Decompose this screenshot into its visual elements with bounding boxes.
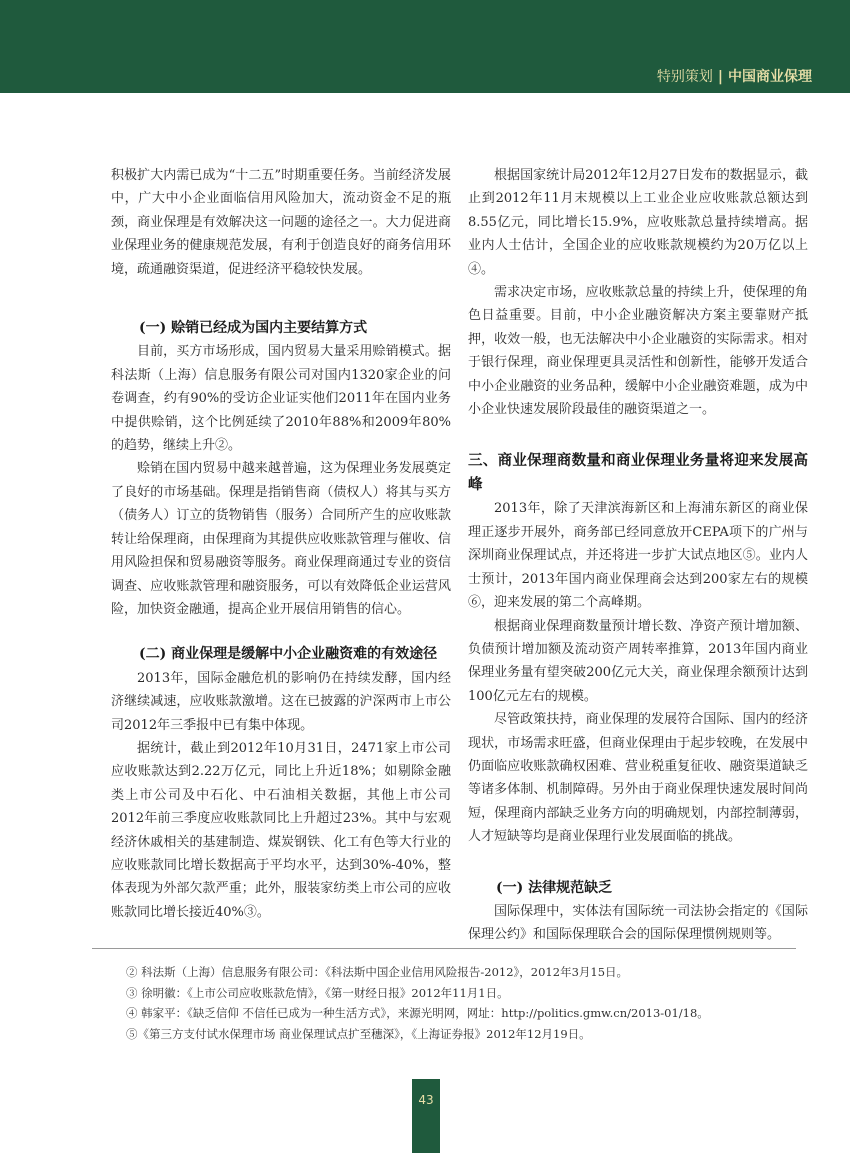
paragraph: 赊销在国内贸易中越来越普遍，这为保理业务发展奠定了良好的市场基础。保理是指销售商（债权人）将其与买方（债务人）订立的货物销售（服务）合同所产生的应收账款转让给保理商，由保理商为其提供应收账款管理与催收、信用风险担保和贸易融资等服务。商业保理商通过专业的资信调查、应收账款管理和融资服务，可以有效降低企业运营风险，加快资金融通，提高企业开展信用销售的信心。 bbox=[111, 461, 451, 617]
paragraph: 尽管政策扶持，商业保理的发展符合国际、国内的经济现状，市场需求旺盛，但商业保理由于起步较晚，在发展中仍面临应收账款确权困难、营业税重复征收、融资渠道缺乏等诸多体制、机制障碍。另外由于商业保理快速发展时间尚短，保理商内部缺乏业务方向的明确规划，内部控制薄弱，人才短缺等均是商业保理行业发展面临的挑战。 bbox=[468, 712, 808, 845]
page-number: 43 bbox=[412, 1079, 440, 1153]
paragraph: 2013年，除了天津滨海新区和上海浦东新区的商业保理正逐步开展外，商务部已经同意放开CEPA项下的广州与深圳商业保理试点，并还将进一步扩大试点地区⑤。业内人士预计，2013年国内商业保理商会达到200家左右的规模⑥，迎来发展的第二个高峰期。 bbox=[468, 501, 808, 611]
paragraph: 国际保理中，实体法有国际统一司法协会指定的《国际保理公约》和国际保理联合会的国际保理惯例规则等。 bbox=[468, 903, 808, 943]
paragraph: 根据国家统计局2012年12月27日发布的数据显示，截止到2012年11月末规模以上工业企业应收账款总额达到8.55亿元，同比增长15.9%，应收账款总量持续增高。据业内人士估计，全国企业的应收账款规模约为20万亿以上④。 bbox=[468, 168, 808, 277]
right-column bbox=[468, 164, 808, 947]
section-heading: (二) 商业保理是缓解中小企业融资难的有效途径 bbox=[139, 646, 438, 663]
paragraph: 据统计，截止到2012年10月31日，2471家上市公司应收账款达到2.22万亿元，同比上升近18%；如剔除金融类上市公司及中石化、中石油相关数据，其他上市公司2012年前三季度应收账款同比上升超过23%。其中与宏观经济休戚相关的基建制造、煤炭钢铁、化工有色等大行业的应收账款同比增长数据高于平均水平，达到30%-40%，整体表现为外部欠款严重；此外，服装家纺类上市公司的应收账款同比增长接近40%③。 bbox=[111, 740, 451, 920]
paragraph: 积极扩大内需已成为“十二五”时期重要任务。当前经济发展中，广大中小企业面临信用风险加大，流动资金不足的瓶颈，商业保理是有效解决这一问题的途径之一。大力促进商业保理业务的健康规范发展，有利于创造良好的商务信用环境，疏通融资渠道，促进经济平稳较快发展。 bbox=[111, 168, 451, 277]
footnote: ② 科法斯（上海）信息服务有限公司：《科法斯中国企业信用风险报告-2012》，2012年3月15日。 bbox=[126, 965, 629, 979]
section-heading: (一) 赊销已经成为国内主要结算方式 bbox=[139, 320, 368, 337]
header-topic: 中国商业保理 bbox=[728, 69, 812, 85]
paragraph: 2013年，国际金融危机的影响仍在持续发酵，国内经济继续减速，应收账款激增。这在已披露的沪深两市上市公司2012年三季报中已有集中体现。 bbox=[111, 670, 451, 733]
header-section: 特别策划 bbox=[656, 69, 713, 85]
paragraph: 目前，买方市场形成，国内贸易大量采用赊销模式。据科法斯（上海）信息服务有限公司对国内1320家企业的问卷调查，约有90%的受访企业证实他们2011年在国内业务中提供赊销，这个比例延续了2010年88%和2009年80%的趋势，继续上升②。 bbox=[111, 344, 451, 454]
paragraph: 根据商业保理商数量预计增长数、净资产预计增加额、负债预计增加额及流动资产周转率推算，2013年国内商业保理业务量有望突破200亿元大关，商业保理余额预计达到100亿元左右的规模。 bbox=[468, 618, 808, 704]
footnotes bbox=[126, 962, 786, 1044]
header-band bbox=[0, 0, 850, 93]
section-heading: (一) 法律规范缺乏 bbox=[496, 879, 613, 896]
footnote-divider bbox=[92, 948, 796, 949]
running-header bbox=[657, 66, 812, 86]
footnote: ⑤《第三方支付试水保理市场 商业保理试点扩至穗深》，《上海证券报》2012年12月19日。 bbox=[126, 1026, 591, 1041]
footnote: ④ 韩家平：《缺乏信仰 不信任已成为一种生活方式》，来源光明网，网址：http://politics.gmw.cn/2013-01/18。 bbox=[126, 1006, 709, 1020]
chapter-heading: 三、商业保理商数量和商业保理业务量将迎来发展高峰 bbox=[468, 452, 808, 494]
footnote: ③ 徐明徽：《上市公司应收账款危情》，《第一财经日报》2012年11月1日。 bbox=[126, 985, 509, 1000]
paragraph: 需求决定市场，应收账款总量的持续上升，使保理的角色日益重要。目前，中小企业融资解决方案主要靠财产抵押，收效一般，也无法解决中小企业融资的实际需求。相对于银行保理，商业保理更具灵活性和创新性，能够开发适合中小企业融资的业务品种，缓解中小企业融资难题，成为中小企业快速发展阶段最佳的融资渠道之一。 bbox=[468, 285, 808, 418]
left-column bbox=[111, 164, 451, 924]
header-separator: | bbox=[717, 69, 723, 85]
